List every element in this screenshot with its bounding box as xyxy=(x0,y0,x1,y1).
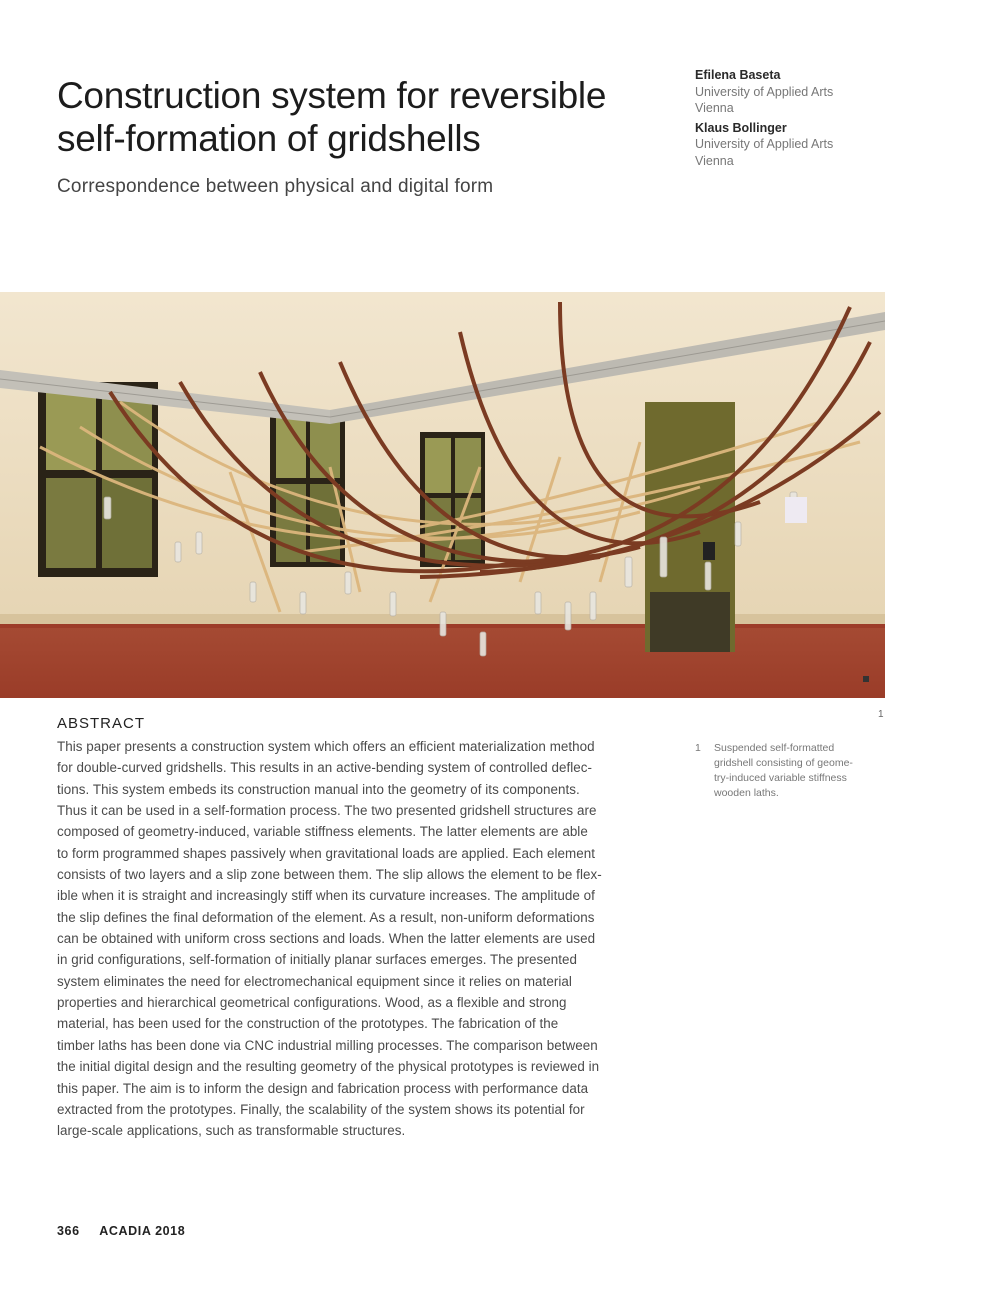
abstract-line: in grid configurations, self-formation of initially planar surfaces emerges. The presented xyxy=(57,952,578,968)
abstract-line: the initial digital design and the resulting geometry of the physical prototypes is reviewed in xyxy=(57,1059,600,1075)
author-affiliation-city: Vienna xyxy=(695,101,734,115)
abstract-line: timber laths has been done via CNC industrial milling processes. The comparison between xyxy=(57,1037,598,1053)
page-footer xyxy=(57,1224,185,1238)
author-affiliation-city: Vienna xyxy=(695,153,734,168)
abstract-body xyxy=(57,736,677,1142)
title-line-1: Construction system for reversible xyxy=(57,75,607,116)
abstract-line: for double-curved gridshells. This results in an active-bending system of controlled deflec- xyxy=(57,760,593,776)
caption-line: wooden laths. xyxy=(714,787,779,799)
page-number: 366 xyxy=(57,1224,80,1238)
gridshell-photo-illustration xyxy=(0,292,885,698)
author-affiliation: University of Applied Arts xyxy=(695,137,834,151)
author-entry xyxy=(695,120,895,170)
abstract-line: large-scale applications, such as transformable structures. xyxy=(57,1123,406,1139)
abstract-line: extracted from the prototypes. Finally, the scalability of the system shows its potential for xyxy=(57,1101,585,1117)
abstract-line: system eliminates the need for electromechanical equipment since it relies on material xyxy=(57,973,572,989)
author-list xyxy=(695,67,895,172)
abstract-line: ible when it is straight and increasingly stiff when its curvature increases. The amplitude of xyxy=(57,888,595,904)
abstract-line: material, has been used for the construction of the prototypes. The fabrication of the xyxy=(57,1016,559,1032)
abstract-line: This paper presents a construction system which offers an efficient materialization method xyxy=(57,739,595,754)
abstract-heading: ABSTRACT xyxy=(57,715,146,732)
caption-line: gridshell consisting of geome- xyxy=(714,757,853,769)
title-line-2: self-formation of gridshells xyxy=(57,118,481,159)
abstract-line: composed of geometry-induced, variable stiffness elements. The latter elements are able xyxy=(57,824,588,840)
figure-photo-gridshell xyxy=(0,292,885,698)
abstract-line: consists of two layers and a slip zone between them. The slip allows the element to be flex- xyxy=(57,867,602,883)
paper-title xyxy=(57,74,697,160)
caption-line: try-induced variable stiffness xyxy=(714,772,847,784)
conference-name: ACADIA 2018 xyxy=(99,1224,186,1238)
author-name: Efilena Baseta xyxy=(695,68,781,82)
paper-subtitle: Correspondence between physical and digital form xyxy=(57,176,494,197)
caption-number: 1 xyxy=(695,742,701,754)
caption-line: Suspended self-formatted xyxy=(714,742,835,754)
figure-number: 1 xyxy=(878,709,884,720)
caption-text xyxy=(714,741,879,801)
abstract-line: properties and hierarchical geometrical configurations. Wood, as a flexible and strong xyxy=(57,995,567,1011)
abstract-line: the slip defines the final deformation of the element. As a result, non-uniform deformations xyxy=(57,909,595,925)
abstract-line: this paper. The aim is to inform the design and fabrication process with performance data xyxy=(57,1080,589,1096)
abstract-line: to form programmed shapes passively when gravitational loads are applied. Each element xyxy=(57,845,595,861)
abstract-line: can be obtained with uniform cross sections and loads. When the latter elements are used xyxy=(57,931,596,947)
author-name: Klaus Bollinger xyxy=(695,120,787,135)
author-affiliation: University of Applied Arts xyxy=(695,84,834,99)
abstract-line: tions. This system embeds its construction manual into the geometry of its components. xyxy=(57,781,580,797)
author-entry xyxy=(695,67,895,117)
abstract-line: Thus it can be used in a self-formation process. The two presented gridshell structures are xyxy=(57,803,597,819)
